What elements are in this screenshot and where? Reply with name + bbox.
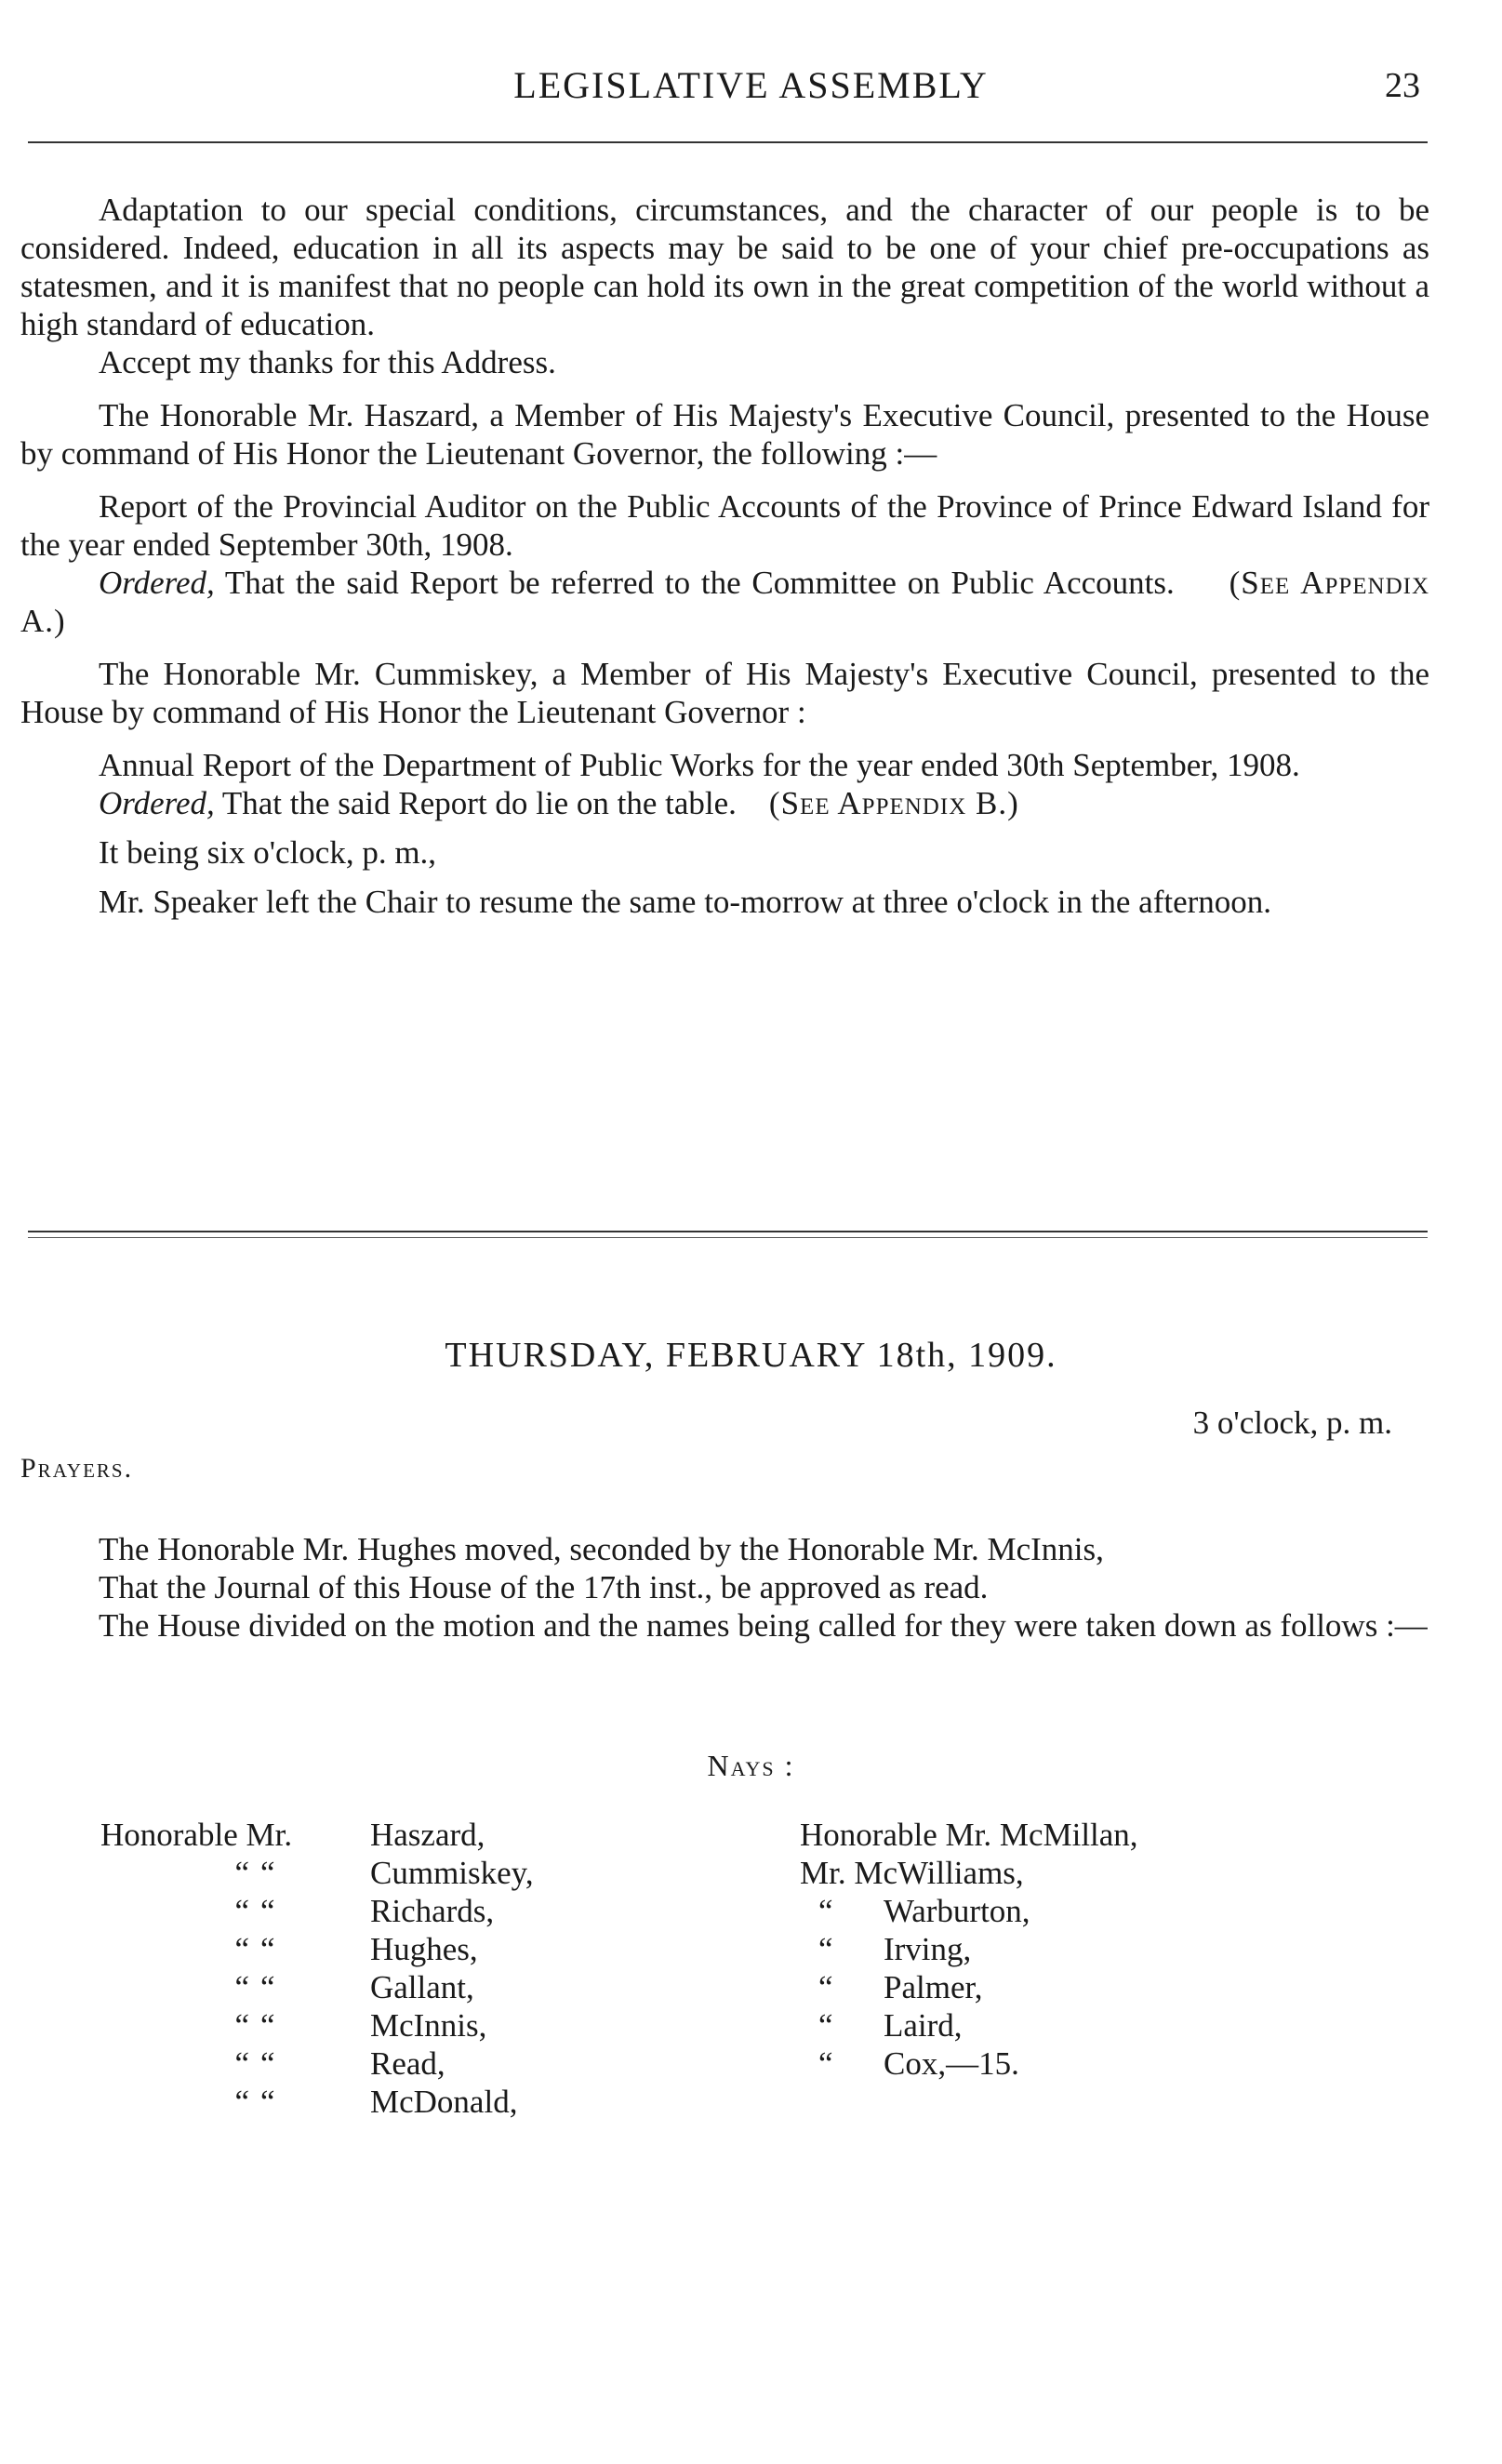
vote-row: “ Irving, <box>818 1931 972 1967</box>
paragraph-six-oclock: It being six o'clock, p. m., <box>99 834 437 871</box>
vote-row <box>800 1816 1138 1854</box>
paragraph-cummiskey: The Honorable Mr. Cummiskey, a Member of His Majesty's Executive Council, presented to the House by command of His Honor the Lieutenant Governor : <box>20 656 1429 730</box>
nays-heading: Nays : <box>707 1749 795 1782</box>
vote-row: “ “ McDonald, <box>234 2084 518 2120</box>
vote-row: “ “ Hughes, <box>234 1931 478 1967</box>
vote-row: “ Warburton, <box>818 1893 1030 1929</box>
vote-row <box>800 1854 1138 1892</box>
member-name: McDonald, <box>370 2084 518 2120</box>
member-name: Haszard, <box>370 1817 485 1853</box>
prayers-label: Prayers. <box>20 1453 134 1484</box>
vote-row: “ “ Gallant, <box>234 1969 474 2005</box>
ordered-text: That the said Report do lie on the table. <box>214 785 737 821</box>
member-name: Laird, <box>884 2007 963 2044</box>
vote-row: Honorable Mr. Haszard, <box>100 1817 485 1853</box>
paragraph-ordered-a <box>20 564 1429 640</box>
ordered-label: Ordered, <box>99 565 215 601</box>
page-number: 23 <box>1385 66 1420 105</box>
ordered-label: Ordered, <box>99 785 215 821</box>
date-heading: THURSDAY, FEBRUARY 18th, 1909. <box>445 1336 1057 1375</box>
appendix-b-ref: (See Appendix B.) <box>768 785 1019 821</box>
paragraph-journal: That the Journal of this House of the 17th inst., be approved as read. <box>99 1569 989 1605</box>
member-name: Read, <box>370 2045 445 2082</box>
appendix-a-ref: (See Appendix A.) <box>20 565 1430 639</box>
paragraph-haszard: The Honorable Mr. Haszard, a Member of His Majesty's Executive Council, presented to the House by command of His Honor the Lieutenant Governor, the following :— <box>20 397 1429 472</box>
vote-row: “ Cox,—15. <box>818 2045 1019 2082</box>
vote-row: “ “ Read, <box>234 2045 445 2082</box>
member-name: Honorable Mr. McMillan, <box>800 1817 1138 1853</box>
running-header-title: LEGISLATIVE ASSEMBLY <box>513 64 989 106</box>
member-name: Gallant, <box>370 1969 474 2005</box>
member-name: McInnis, <box>370 2007 487 2044</box>
vote-row: “ “ McInnis, <box>234 2007 487 2044</box>
ordered-text: That the said Report be referred to the Committee on Public Accounts. <box>214 565 1175 601</box>
section2-block <box>20 1530 1429 1645</box>
paragraph-speaker: Mr. Speaker left the Chair to resume the same to-morrow at three o'clock in the afternoon. <box>99 884 1272 920</box>
paragraph-public-works: Annual Report of the Department of Public Works for the year ended 30th September, 1908. <box>99 747 1300 783</box>
right-vote-list <box>800 1816 1138 2083</box>
paragraph-thanks: Accept my thanks for this Address. <box>99 344 556 380</box>
vote-row: “ Palmer, <box>818 1969 983 2005</box>
paragraph-ordered-b <box>20 784 1429 822</box>
member-name: Irving, <box>884 1931 972 1967</box>
paragraph-motion: The Honorable Mr. Hughes moved, seconded by the Honorable Mr. McInnis, <box>99 1531 1104 1567</box>
member-name: Mr. McWilliams, <box>800 1855 1024 1891</box>
member-name: Richards, <box>370 1893 495 1929</box>
paragraph-division: The House divided on the motion and the names being called for they were taken down as follows :— <box>99 1607 1428 1644</box>
section-divider-top <box>28 1231 1428 1232</box>
section1-block <box>20 191 1429 921</box>
member-name: Warburton, <box>884 1893 1030 1929</box>
sitting-time: 3 o'clock, p. m. <box>1192 1405 1392 1441</box>
vote-row: “ Laird, <box>818 2007 963 2044</box>
member-name: Palmer, <box>884 1969 983 2005</box>
member-name: Cummiskey, <box>370 1855 534 1891</box>
paragraph-education: Adaptation to our special conditions, circumstances, and the character of our people is to be considered. Indeed, education in all its aspects may be said to be one of your chief pre-occupations as statesmen, and it is manifest that no people can hold its own in the great competition of the world without a high standard of education. <box>20 192 1429 342</box>
header-rule <box>28 141 1428 143</box>
left-vote-list <box>100 1816 534 2121</box>
member-name: Hughes, <box>370 1931 478 1967</box>
member-name: Cox,—15. <box>884 2045 1019 2082</box>
vote-row: “ “ Richards, <box>234 1893 495 1929</box>
section-divider-bottom <box>28 1237 1428 1238</box>
vote-row: “ “ Cummiskey, <box>234 1855 534 1891</box>
paragraph-auditor-report: Report of the Provincial Auditor on the Public Accounts of the Province of Prince Edward Island for the year ended September 30th, 1908. <box>20 488 1429 563</box>
